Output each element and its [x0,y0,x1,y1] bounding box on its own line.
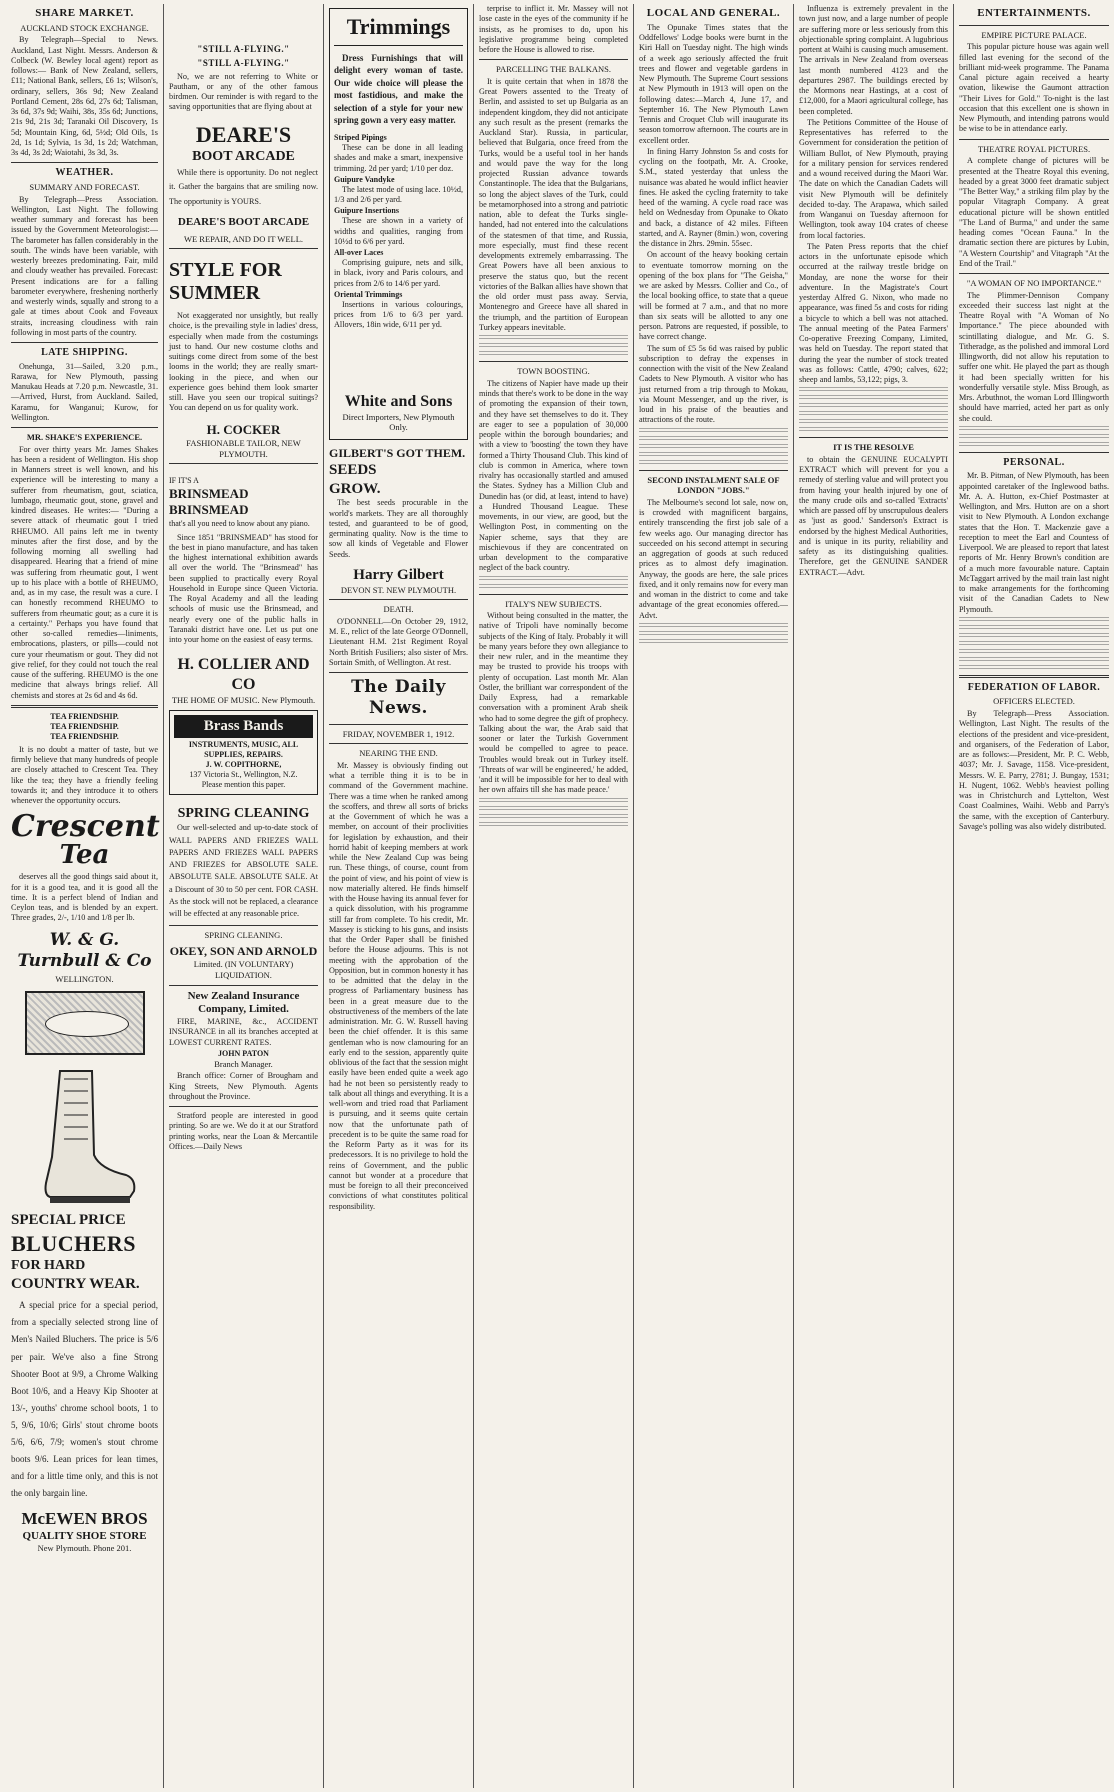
collier-sub: THE HOME OF MUSIC. New Plymouth. [171,695,316,706]
mcewen-address: New Plymouth. Phone 201. [37,1543,132,1554]
cocker-name: H. COCKER [206,421,281,437]
nearing-end-text: Mr. Massey is obviously finding out what a terrible thing it is to be in command of the Government machine. There was a time when he ranked among the scoffers, and threw all sorts of bricks at the Government of which he was a member, on account of their proclivities for legislation by exhaustion, and their horrid habit of keeping members at work while the New Zealand Cup was being run. These things, of course, count from the point of view, and his point of view is now materially altered. He finds himself with the House having its annual fever for a quick dissolution, with his programme still far from complete. To his credit, Mr. Massey is sticking to his guns, and insists that the Order Paper shall be finished before the House adjourns. This is not meeting with the approbation of the Opposition, but in common honesty it has to be admitted that the delay in the progress of Parliamentary business has been in a great measure due to the obstructiveness of the members of the late administration. Mr. G. W. Russell having been the chief offender. It is this same gentleman who is now clamouring for an early end to the session, apparently quite oblivious of the fact that the session might easily have been ended quite a week ago had he not been so persistently ready to talk about all things and everything. It is a well-worn and tried road that Parliament is pursuing, and it seems quite certain now that the unfortunate path of precedent is to be quite the same road for the Reform Party as it was for its predecessors. It is no privilege to hold the reins of Government, and the public cannot but wonder at a procedure that must be foreign to all their preconceived convictions of what constitutes political responsibility. [329,760,468,1211]
column-7 [954,4,1114,1788]
bluchers-heading: BLUCHERS [11,1230,137,1256]
country-wear-heading: COUNTRY WEAR. [11,1275,140,1292]
trim-item-3-name: Guipure Insertions [334,206,399,216]
style-text: Not exaggerated nor unsightly, but really choice, is the prevailing style in ladies' dress, especially when made from the costumings just to hand. Our new costume cloths and suitings come direct from some of the best looms in the world; they are really smart-looking in the piece, and when our experience goes behind them look smarter still. Have you seen our tropical suitings? You can depend on us for quality work. [169,311,318,413]
local-text-3: On account of the heavy booking certain to eventuate tomorrow morning on the opening of the box plans for "The Geisha," we are asked by Messrs. Collier and Co., of the local booking office, to state that a queue will be formed at 7 a.m., and that no more than six seats will be allotted to any one person. Patrons are requested, if possible, to have correct change. [639,250,788,342]
okey-sub: Limited. (IN VOLUNTARY) LIQUIDATION. [193,959,294,980]
trim-item-2-text: The latest mode of using lace. 10½d, 1/3 and 2/6 per yard. [334,184,463,205]
tea-friendship-line-2: TEA FRIENDSHIP. [50,721,119,731]
tea-friendship-line-1: TEA FRIENDSHIP. [50,711,119,721]
brass-name: J. W. COPITHORNE, [205,759,282,769]
turnbull-location: WELLINGTON. [55,974,114,985]
terprise-text: terprise to inflict it. Mr. Massey will not lose caste in the eyes of the community if he insists, as he promises to do, upon his legislative programme being completed before the House is allowed to rise. [479,4,628,54]
sale-text: The Melbourne's second lot sale, now on, is crowded with magnificent bargains, entirely transcending the first job sale of a few weeks ago. Our managing director has succeeded on his second attempt in securing an aggregation of goods at such reduced prices as to almost defy imagination. Anyway, the goods are here, the sale prices fixed, and it only remains now for every man and woman in the district to come and take advantage of the great economies offered.—Advt. [639,497,788,620]
local-text-4: The sum of £5 5s 6d was raised by public subscription to defray the expenses in connection with the visit of the New Zealand Cadets to New Plymouth. A visitor who has just returned from a trip through to Mokau, via Mount Messenger, and up the river, is loud in his praise of the beauties and attractions of the route. [639,343,788,425]
theatre-heading: THEATRE ROYAL PICTURES. [977,143,1091,154]
paton-sub: Branch Manager. [214,1058,273,1069]
brass-bands-heading: Brass Bands [174,715,313,738]
stratford-text: Stratford people are interested in good printing. So are we. We do it at our Stratford printing works, near the Loan & Mercantile Offices.—Daily News [169,1111,318,1151]
deares-name-2: DEARE'S BOOT ARCADE [177,215,310,228]
town-boosting-text: The citizens of Napier have made up their minds that there's work to be done in the way of promoting the expansion of their town, and they have set themselves to do it. They are eager to see a population of 30,000 people within the borough boundaries; and with a view to 'boosting' the town they have formed a Thirty Thousand Club. This kind of club is common in America, where town rivalry has occasionally startled and amused the States. Sydney has a Million Club and Dunedin has (or did, at least, intend to have) a Hundred Thousand League. These movements, in our view, are good, but the Wellington Post, in commenting on the Napier scheme, says that they are mischievous if they are concentrated on urban development to the comparative neglect of the back country. [479,378,628,573]
share-market-heading: SHARE MARKET. [35,7,134,19]
tea-text-2: deserves all the good things said about it, for it is a good tea, and it is good all the time. It is a perfect blend of Indian and Ceylon teas, and is blended by an expert. Three grades, 2/-, 1/10 and 1/8 per lb. [11,872,158,923]
town-boosting-heading: TOWN BOOSTING. [517,366,590,377]
personal-heading: PERSONAL. [1003,456,1065,468]
seeds-heading: SEEDS [329,461,377,478]
weather-heading: WEATHER. [55,167,114,179]
collier-name: H. COLLIER AND CO [177,656,310,694]
white-sons-sub: Direct Importers, New Plymouth Only. [342,411,455,433]
nearing-end-heading: NEARING THE END. [359,748,438,759]
trim-item-4-text: Comprising guipure, nets and silk, in black, ivory and Paris colours, and prices from 2/6 to 14/6 per yard. [334,258,463,288]
style-for-summer-heading: STYLE FOR SUMMER [169,259,282,305]
trimmings-intro: Dress Furnishings that will delight every woman of taste. Our wide choice will please the most fastidious, and make the selection of a style for your new spring gown a very easy matter. [334,52,463,126]
flying-line-2: "STILL A-FLYING." [197,58,290,69]
personal-text: Mr. B. Pitman, of New Plymouth, has been appointed caretaker of the Inglewood baths. Mr. A. A. Hutton, ex-Chief Postmaster at Wellington, and Mrs. Hutton are on a short visit to New Plymouth. A London exchange states that the Hon. T. Mackenzie gave a reception to meet the Earl and Countess of Liverpool. We are pleased to report that latest reports of Mr. Henry Brown's condition are of a much more favourable nature. Captain McTaggart arrived by the mail train last night to make arrangements for the forthcoming visit of the Canadian Cadets to New Plymouth. [959,471,1109,614]
woman-text: The Plimmer-Dennison Company exceeded their success last night at the Theatre Royal with "A Woman of No Importance." The piece abounded with scintillating dialogue, and Mr. G. S. Titheradge, as the polished and immoral Lord Illingworth, did not allow his reputation to suffer one whit. He played the part as though it had been specially written for his wonderfully versatile style. Miss Brough, as Mrs. Arbuthnot, the woman Lord Illingworth should have married, acted her part as only she could. [959,290,1109,423]
harry-gilbert-name: Harry Gilbert [353,566,444,583]
white-sons-name: White and Sons [344,392,453,410]
column-6 [794,4,954,1788]
quality-store: QUALITY SHOE STORE [22,1529,147,1542]
masthead: The Daily News. [351,677,446,719]
spring-text: Our well-selected and up-to-date stock of WALL PAPERS AND FRIEZES WALL PAPERS AND FRIEZES WALL PAPERS AND FRIEZES for ABSOLUTE SALE. ABSOLUTE SALE. ABSOLUTE SALE. At a Discount of 30 to 50 per cent. FOR CASH. As the stock will not be replaced, a clearance will be effected at any reasonable price. [169,823,318,919]
okey-name: OKEY, SON AND ARNOLD [169,944,318,959]
influenza-text-2: The Petitions Committee of the House of Representatives has referred to the Government for consideration the petition of William Bullot, of New Plymouth, praying for a military pension for services rendered and a wound received during the Maori War. The date on which the Canadian Cadets will visit New Plymouth will be definitely decided to-day. The Arapawa, which sailed from Wanganui on Tuesday afternoon for Wellington, took away 104 crates of cheese from local factories. [799,117,948,240]
deares-text: While there is opportunity. Do not neglect it. Gather the bargains that are smiling now. The opportunity is YOURS. [169,167,318,207]
deares-heading: DEARE'S [195,121,292,147]
gilbert-heading: GILBERT'S GOT THEM. [329,445,466,460]
crescent-logo: Crescent [11,809,160,845]
column-2 [164,4,324,1788]
harry-address: DEVON ST. NEW PLYMOUTH. [340,584,457,595]
late-shipping-heading: LATE SHIPPING. [41,347,128,358]
turnbull-name: W. & G. Turnbull & Co [17,929,152,971]
resolve-text: to obtain the GENUINE EUCALYPTI EXTRACT which will prevent for you a remedy of sterling value and will protect you from having your health injured by one of the many crude oils and so-called 'Extracts' which are passed off by unscrupulous dealers as 'just as good.' Sanderson's Extract is endorsed by the highest Medical Authorities, and is unique in its purity, reliability and safety as its distinguishing qualities. Therefore, get the GENUINE SANDER EXTRACT.—Advt. [799,454,948,577]
spring-cleaning-heading: SPRING CLEANING [177,805,310,821]
federation-text: By Telegraph—Press Association. Wellington, Last Night. The results of the elections of the president and vice-president, and organisers, of the Federation of Labor, are as follows:—President, Mr. P. C. Webb, 4037; Mr. J. Savage, 1158. Vice-president, Messrs. W. E. Parry, 2781; J. Bungay, 1531; H. Nugent, 1062. Webb's heaviest polling was in Christchurch and Lyttelton, West Coast Coalmines, Waihi. Webb and Parry's the same, with the exception of Canterbury. Savage's polling was also widely distributed. [959,709,1109,831]
trim-item-2-name: Guipure Vandyke [334,174,395,184]
issue-date: FRIDAY, NOVEMBER 1, 1912. [342,728,455,739]
spring-cleaning-2: SPRING CLEANING. [204,929,283,940]
boot-arcade-heading: BOOT ARCADE [192,149,295,164]
weather-subheading: SUMMARY AND FORECAST. [29,181,140,192]
brinsmead-text: Since 1851 "BRINSMEAD" has stood for the best in piano manufacture, and has taken the highest international exhibition awards all over the world. The "Brinsmead" has been supplied to practically every Royal Household in Europe since Queen Victoria. The Royal Academy and all the leading schools of music use the Brinsmead, and nearly every one of the public halls in Taranaki district have one. Let us put one into your home on the easiest of easy terms. [169,532,318,645]
paton-name: JOHN PATON [218,1048,269,1058]
if-its-line: IF IT'S A [169,476,199,486]
share-market-text: By Telegraph—Special to News. Auckland, Last Night. Messrs. Anderson & Colbeck (W. Bewley local agent) report as follows:— Bank of New Zealand, sellers, £11; National Bank, sellers, £6 1s; Wilson's, ordinary, sellers, 36s 9d; New Zealand Portland Cement, 28s 6d, 27s 6d; Talisman, 3s 6d, 37s 9d; Waihi, 38s, 35s 6d; Junctions, 21s 9d, 21s 3d; Taranaki Oil Discovery, 1s 5d; Mountain King, 6d, 5½d; Old Oils, 1s 2d, 1s 1d; Sylvia, 1s 3d, 1s 2d; Watchman, 3s 4d, 3s 2d; Waiotahi, 3s 3d, 3s. [11,35,158,158]
boots-text: A special price for a special period, from a specially selected strong line of Men's Nailed Bluchers. The price is 5/6 per pair. We've also a fine Strong Shooter Boot at 9/9, a Chrome Walking Boot 10/6, and a Heavy Kip Shooter at 13/-, youths' chrome school boots, 1 to 5, 9/6, 10/6; Girls' stout chrome boots 5/6, 6/6, 7/9; women's stout chrome boots 9/6. Lean prices for lean times, and for a little time only, and this is not the only bargain line. [11,1300,158,1499]
death-text: O'DONNELL—On October 29, 1912, M. E., relict of the late George O'Donnell, Lieutenant H.M. 21st Regiment Royal North British Fusiliers; also sister of Mrs. Sortain Smith, of Wellington. At rest. [329,616,468,667]
tea-text: It is no doubt a matter of taste, but we firmly believe that many hundreds of people are closely attached to Crescent Tea. They like the tea; they have a friendly feeling towards it; and they introduce it to others whenever the opportunity occurs. [11,744,158,806]
trim-item-5-name: Oriental Trimmings [334,289,403,299]
empire-heading: EMPIRE PICTURE PALACE. [981,29,1087,40]
shipping-text: Onehunga, 31—Sailed, 3.20 p.m., Rarawa, for New Plymouth, passing Manukau Heads at 7.20 p.m. Newcastle, 31.—Arrived, Hurst, from Auckland. Sailed, Karamu, for Wanganui; Kurow, for Wellington. [11,361,158,422]
column-1 [6,4,164,1788]
federation-heading: FEDERATION OF LABOR. [967,681,1101,693]
trim-item-3-text: These are shown in a variety of widths and qualities, ranging from 10½d to 6/6 per yard. [334,216,463,246]
balkans-text: It is quite certain that when in 1878 the Great Powers assented to the Treaty of Berlin, and assisted to set up Bulgaria as an independent kingdom, they did not anticipate any such result as the present (remarks the Auckland Star). Russia, in particular, believed that Bulgaria, once freed from the Turks, would be a useful tool in her hands and would pave the way for the long projected Russian advance towards Constantinople. The idea that the Bulgarians, so long the abject slaves of the Turk, could be metamorphosed into a strong and patriotic nation, able to defeat the Turks single-handed, had not entered into the calculations of the statesmen of that time, and Russia, more especially, must find these recent developments extremely embarrassing. The Great Powers have all been anxious to preserve the status quo, but the recent victories of the Balkan allies have shown that the old order must pass away. Servia, Montenegro and Greece have all shared in the triumph, and the partition of European Turkey appears inevitable. [479,76,628,332]
local-general-heading: LOCAL AND GENERAL. [646,7,781,19]
column-5 [634,4,794,1788]
brass-bands-ad [169,710,318,795]
brass-sub: INSTRUMENTS, MUSIC, ALL SUPPLIES, REPAIRS. [188,739,299,759]
stock-exchange-subheading: AUCKLAND STOCK EXCHANGE. [20,22,149,33]
trimmings-heading: Trimmings [334,13,463,46]
entertainments-heading: ENTERTAINMENTS. [977,7,1091,19]
shakes-heading: MR. SHAKE'S EXPERIENCE. [26,432,143,442]
trim-item-1-text: These can be done in all leading shades and make a smart, inexpensive trimming. 2d per yard; 1/10 per doz. [334,143,463,173]
italy-heading: ITALY'S NEW SUBJECTS. [505,598,602,609]
woman-heading: "A WOMAN OF NO IMPORTANCE." [966,278,1102,288]
trim-item-5-text: Insertions in various colourings, prices from 1/6 to 6/3 per yard. Allovers, 18in wide, 6/11 per yd. [334,299,463,330]
local-text-1: The Opunake Times states that the Oddfellows' Lodge books were burnt in the Kiri Hall on Tuesday night. The high winds of a week ago seriously affected the fruit trees and flower and vegetable gardens in New Plymouth. The Supreme Court sessions at New Plymouth in 1913 will open on the following dates:—March 4, June 17, and September 16. The New Plymouth Lawn Tennis and Croquet Club will inaugurate its season tomorrow afternoon. The courts are in excellent order. [639,22,788,145]
seeds-text: The best seeds procurable in the world's markets. They are all thoroughly tested, and guaranteed to be of good, germinating quality. Now is the time to sow all kinds of Vegetable and Flower Seeds. [329,498,468,559]
branch-office-text: Branch office: Corner of Brougham and King Streets, New Plymouth. Agents throughout the Province. [169,1071,318,1101]
weather-text: By Telegraph—Press Association. Wellington, Last Night. The following weather summary and forecast has been issued by the Government Meteorologist:—The barometer has fallen considerably in the south. The winds have been variable, with westerly breezes predominating. Fair, mild and cloudy weather has prevailed. Forecast: Present indications are for a falling barometer everywhere, freshening northerly and westerly winds, squally and strong to a gale at times about Cook and Foveaux straits, increasing cloudiness with rain following in most parts of the country. [11,194,158,337]
nzi-name: New Zealand Insurance Company, Limited. [187,989,300,1016]
brass-address: 137 Victoria St., Wellington, N.Z. [189,769,298,779]
trim-item-1-name: Striped Pipings [334,133,387,143]
cocker-sub: FASHIONABLE TAILOR, NEW PLYMOUTH. [186,437,301,459]
officers-heading: OFFICERS ELECTED. [993,696,1075,707]
mcewen-name: McEWEN BROS [21,1509,148,1529]
column-4 [474,4,634,1788]
repair-line: WE REPAIR, AND DO IT WELL. [183,233,304,244]
tea-friendship-line-3: TEA FRIENDSHIP. [50,731,119,741]
for-hard-heading: FOR HARD [11,1258,86,1273]
brinsmead-heading-2: BRINSMEAD [169,502,249,518]
trim-item-4-name: All-over Laces [334,248,384,258]
brinsmead-sub: that's all you need to know about any piano. [169,518,310,528]
flying-text: No, we are not referring to White or Pautham, or any of the other famous birdmen. Our reminder is with regard to the saving opportunities that are flying about at [169,71,318,112]
theatre-text: A complete change of pictures will be presented at the Theatre Royal this evening, headed by a great 3000 feet dramatic subject "The Better Way," a striking film play by the popular Vitagraph Company. A great educational picture will be shown entitled "The Land of Burma," and under the same heading comes "Ocean Fauna." In the dramatic section there are pictures by Lubin, "A Western Courtship" and Vitagraph "At the End of the Trail." [959,156,1109,268]
nzi-text: FIRE, MARINE, &c., ACCIDENT INSURANCE in all its branches accepted at LOWEST CURRENT RATES. [169,1017,318,1047]
column-3 [324,4,474,1788]
italy-text: Without being consulted in the matter, the native of Tripoli have nominally become subjects of the King of Italy. Probably it will be many years before they own allegiance to their new ruler, and in the meantime they may be trusted to provide his troops with plenty of occupation. Last month Mr. Alan Ostler, the brilliant war correspondent of the Daily Express, had a remarkable conversation with a prominent Arab sheik who had to some degree the gift of prophecy. Talking about the war, the Arab said that sooner or later the Turkish Government would be compelled to agree to peace. Troubles would break out in Turkey itself. 'Threats of war will be engineered,' he added, 'and it will be impossible for her to deal with her own affairs till she has made peace.' [479,611,628,795]
special-price-heading: SPECIAL PRICE [11,1211,126,1228]
brinsmead-heading-1: BRINSMEAD [169,486,249,502]
balkans-heading: PARCELLING THE BALKANS. [496,64,611,75]
local-text-2: In fining Harry Johnston 5s and costs for cycling on the footpath, Mr. A. Crooke, S.M., stated yesterday that unless the nuisance was abated he would inflict heavier fines. He asked the cycling fraternity to take heed of the warning. A cycle road race was held on Wednesday from Opunake to Okato and back, a distance of 42 miles. Fifteen started, and A. Rayner (8min.) won, covering the distance in 2hrs. 29min. 55sec. [639,146,788,248]
tea-packet-image [25,991,145,1055]
boot-image [30,1065,140,1205]
sale-heading: SECOND INSTALMENT SALE OF LONDON "JOBS." [647,474,780,496]
influenza-text-3: The Paten Press reports that the chief actors in the unfortunate episode which occurred at the railway trestle bridge on Monday, are none the worse for their adventure. In the Magistrate's Court yesterday Alfred G. Nixon, who made no appearance, was fined 5s and costs for riding a bicycle to which a bell was not attached. The annual meeting of the Patea Farmers' Co-operative Freezing Company, Limited, was held on Tuesday. The report stated that during the year the number of stock treated was as follows: Cattle, 4790; calves, 622; sheep and lambs, 53,122; pigs, 3. [799,241,948,384]
flying-line-1: "STILL A-FLYING." [197,44,290,54]
influenza-text-1: Influenza is extremely prevalent in the town just now, and a large number of people are suffering more or less seriously from this objectionable spring complaint. A lugubrious portent at Waihi is causing much amusement. The arrivals in New Zealand from overseas last month numbered 4123 and the departures 2987. The buildings erected by the Mormons near Hastings, at a cost of £12,000, for a Maori agricultural college, has been completed. [799,4,948,116]
tea-logo: Tea [59,840,110,871]
shakes-text: For over thirty years Mr. James Shakes has been a resident of Wellington. His shop in Manners street is well known, and his experience will be interesting to many a sufferer from rheumatism, gout, sciatica, lumbago, rheumatic gout, stone, gravel and kindred diseases. He writes:— "During a severe attack of rheumatic gout I tried RHEUMO. All pains left me in twenty minutes after the first dose, and by the following morning all swelling had disappeared. Hearing that a friend of mine was suffering from rheumatic gout, I went up to his place with a bottle of RHEUMO, and, as in my case, the result was a cure. I can honestly recommend RHEUMO to sufferers from rheumatic gout; as a cure it is a certainty." Perhaps you have found that other so-called remedies—liniments, embrocations, plasters, or pills—could not cure your rheumatism or gout. They did not give relief, for they could not touch the real cause of the suffering. RHEUMO is the one medicine that always brings relief. All chemists and stores at 2s 6d and 4s 6d. [11,444,158,700]
brass-note: Please mention this paper. [201,779,286,789]
grow-heading: GROW. [329,480,381,497]
death-heading: DEATH. [383,604,414,615]
empire-text: This popular picture house was again well filled last evening for the second of the brilliant mid-week programme. The Panama Canal picture again received a hearty ovation, likewise the Gaumont attraction "Their Lives for Gold." To-night is the last occasion that this excellent one is shown in New Plymouth, and intending patrons would be wise to be in attendance early. [959,42,1109,134]
trimmings-ad [329,8,468,440]
resolve-heading: IT IS THE RESOLVE [833,442,914,453]
